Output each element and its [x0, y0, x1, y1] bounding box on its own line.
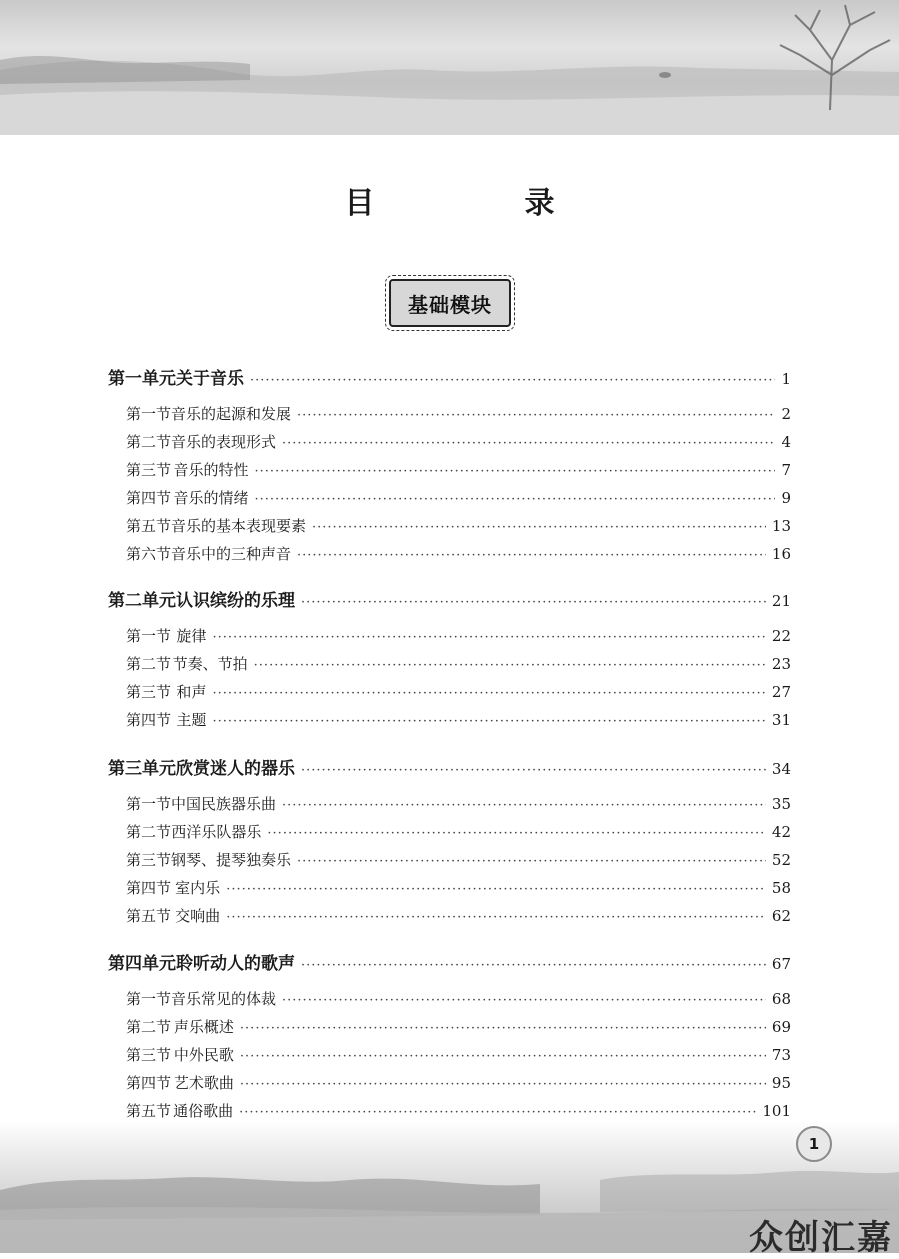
unit-entry — [108, 754, 791, 779]
section-entry-label: 第五节 — [126, 517, 172, 535]
section-entry-title: 通俗歌曲 — [173, 1102, 234, 1120]
section-entry-leader-dots — [240, 1077, 766, 1092]
page-number-badge — [796, 1126, 832, 1162]
section-entry-label: 第三节 — [126, 461, 172, 479]
section-entry-page: 52 — [771, 851, 791, 869]
section-entry — [126, 625, 791, 646]
section-entry-label: 第三节 — [126, 1046, 172, 1064]
section-entry-label: 第一节 — [126, 405, 172, 423]
section-entry-title: 中外民歌 — [173, 1046, 234, 1064]
unit-entry-title: 认识缤纷的乐理 — [176, 591, 295, 611]
top-landscape-banner — [0, 0, 899, 135]
section-entry — [126, 905, 791, 926]
section-entry-page: 95 — [771, 1074, 791, 1092]
section-entry-title: 音乐的特性 — [173, 461, 249, 479]
unit-entry-leader-dots — [301, 958, 766, 973]
section-entry-title: 音乐常见的体裁 — [171, 990, 277, 1008]
section-entry — [126, 403, 791, 424]
section-entry-title: 声乐概述 — [173, 1018, 234, 1036]
page-title: 目 录 — [344, 186, 615, 221]
section-entry-label: 第四节 — [126, 489, 172, 507]
section-entry-page: 35 — [771, 795, 791, 813]
section-entry-title: 中国民族器乐曲 — [171, 795, 277, 813]
unit-entry — [108, 949, 791, 974]
section-entry-leader-dots — [312, 520, 766, 535]
section-entry-page: 2 — [781, 405, 791, 423]
section-entry-page: 69 — [771, 1018, 791, 1036]
section-entry-title: 音乐中的三种声音 — [171, 545, 292, 563]
section-entry — [126, 821, 791, 842]
section-entry — [126, 681, 791, 702]
section-entry — [126, 1044, 791, 1065]
unit-entry-page: 34 — [771, 760, 791, 778]
watermark-logo: 众创汇嘉 — [749, 1218, 893, 1258]
section-entry-label: 第四节 — [126, 1074, 172, 1092]
section-entry-page: 58 — [771, 879, 791, 897]
section-entry-page: 27 — [771, 683, 791, 701]
section-entry-leader-dots — [297, 408, 775, 423]
unit-entry-label: 第一单元 — [108, 369, 176, 389]
section-entry-title: 钢琴、提琴独奏乐 — [171, 851, 292, 869]
section-entry-label: 第五节 — [126, 1102, 172, 1120]
section-entry — [126, 459, 791, 480]
section-entry-title: 交响曲 — [175, 907, 221, 925]
section-entry-title: 室内乐 — [175, 879, 221, 897]
section-entry-label: 第一节 — [126, 795, 172, 813]
section-entry-leader-dots — [267, 826, 765, 841]
section-entry-title: 音乐的表现形式 — [171, 433, 277, 451]
section-entry-leader-dots — [297, 548, 766, 563]
section-entry-page: 16 — [771, 545, 791, 563]
module-label: 基础模块 — [408, 292, 492, 317]
section-entry-leader-dots — [254, 464, 775, 479]
section-entry-label: 第三节 — [126, 851, 172, 869]
section-entry-title: 西洋乐队器乐 — [171, 823, 262, 841]
section-entry-page: 31 — [771, 711, 791, 729]
section-entry-label: 第二节 — [126, 823, 172, 841]
section-entry-page: 62 — [771, 907, 791, 925]
section-entry — [126, 543, 791, 564]
section-entry-label: 第四节 — [126, 879, 172, 897]
section-entry-leader-dots — [226, 882, 766, 897]
section-entry-page: 22 — [771, 627, 791, 645]
section-entry-leader-dots — [254, 492, 775, 507]
section-entry-title: 主题 — [176, 711, 207, 729]
section-entry-leader-dots — [240, 1021, 766, 1036]
section-entry-leader-dots — [282, 436, 775, 451]
section-entry-page: 7 — [781, 461, 791, 479]
section-entry-leader-dots — [212, 686, 765, 701]
section-entry — [126, 515, 791, 536]
section-entry — [126, 1016, 791, 1037]
section-entry-leader-dots — [297, 854, 766, 869]
section-entry-leader-dots — [282, 798, 766, 813]
unit-entry-title: 欣赏迷人的器乐 — [176, 759, 295, 779]
section-entry-title: 音乐的情绪 — [173, 489, 249, 507]
section-entry-label: 第一节 — [126, 627, 172, 645]
section-entry-page: 42 — [771, 823, 791, 841]
section-entry — [126, 431, 791, 452]
unit-entry-page: 21 — [771, 592, 791, 610]
section-entry — [126, 487, 791, 508]
unit-entry — [108, 364, 791, 389]
section-entry — [126, 849, 791, 870]
unit-entry-label: 第四单元 — [108, 954, 176, 974]
section-entry-title: 艺术歌曲 — [173, 1074, 234, 1092]
section-entry-label: 第二节 — [126, 1018, 172, 1036]
section-entry-label: 第二节 — [126, 655, 172, 673]
section-entry-leader-dots — [239, 1105, 756, 1120]
section-entry — [126, 709, 791, 730]
section-entry-leader-dots — [226, 910, 766, 925]
section-entry-page: 101 — [762, 1102, 791, 1120]
section-entry — [126, 1072, 791, 1093]
section-entry-page: 23 — [771, 655, 791, 673]
section-entry-leader-dots — [212, 714, 765, 729]
unit-entry-leader-dots — [250, 373, 775, 388]
section-entry — [126, 793, 791, 814]
unit-entry-label: 第二单元 — [108, 591, 176, 611]
unit-entry — [108, 586, 791, 611]
section-entry-title: 节奏、节拍 — [172, 655, 248, 673]
unit-entry-label: 第三单元 — [108, 759, 176, 779]
section-entry — [126, 877, 791, 898]
section-entry-label: 第六节 — [126, 545, 172, 563]
section-entry-title: 旋律 — [176, 627, 207, 645]
section-entry-page: 9 — [781, 489, 791, 507]
section-entry — [126, 1100, 791, 1121]
section-entry — [126, 653, 791, 674]
misty-lake-illustration — [0, 0, 899, 135]
section-entry-title: 音乐的起源和发展 — [171, 405, 292, 423]
section-entry-page: 13 — [771, 517, 791, 535]
unit-entry-leader-dots — [301, 763, 766, 778]
section-entry-label: 第四节 — [126, 711, 172, 729]
section-entry-page: 73 — [771, 1046, 791, 1064]
section-entry-page: 4 — [781, 433, 791, 451]
section-entry-leader-dots — [240, 1049, 766, 1064]
section-entry-leader-dots — [282, 993, 766, 1008]
section-entry-title: 音乐的基本表现要素 — [171, 517, 307, 535]
module-badge — [389, 279, 511, 327]
section-entry-leader-dots — [254, 658, 766, 673]
section-entry-title: 和声 — [176, 683, 207, 701]
section-entry-label: 第五节 — [126, 907, 172, 925]
section-entry-page: 68 — [771, 990, 791, 1008]
unit-entry-page: 1 — [781, 370, 791, 388]
unit-entry-title: 关于音乐 — [176, 369, 244, 389]
unit-entry-page: 67 — [771, 955, 791, 973]
section-entry — [126, 988, 791, 1009]
section-entry-label: 第一节 — [126, 990, 172, 1008]
unit-entry-title: 聆听动人的歌声 — [176, 954, 295, 974]
section-entry-label: 第二节 — [126, 433, 172, 451]
section-entry-label: 第三节 — [126, 683, 172, 701]
unit-entry-leader-dots — [301, 595, 766, 610]
page-number: 1 — [808, 1135, 820, 1153]
section-entry-leader-dots — [212, 630, 765, 645]
